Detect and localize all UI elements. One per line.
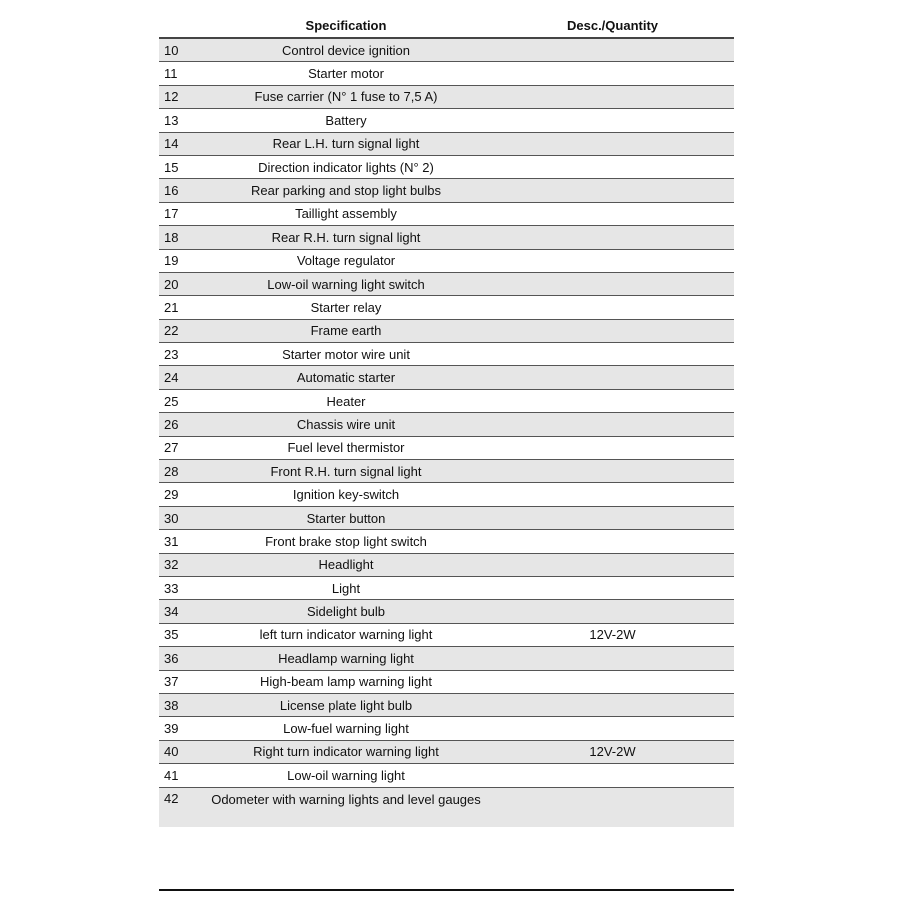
row-number: 36 — [164, 650, 179, 666]
row-number: 26 — [164, 416, 179, 432]
table-row — [159, 507, 734, 530]
row-number: 38 — [164, 697, 179, 713]
row-specification: Ignition key-switch — [292, 487, 400, 503]
table-row — [159, 273, 734, 296]
table-row — [159, 62, 734, 85]
row-number: 32 — [164, 557, 179, 573]
row-number: 11 — [164, 66, 178, 82]
row-specification: left turn indicator warning light — [259, 627, 433, 643]
table-header — [159, 14, 734, 37]
row-number: 31 — [164, 533, 179, 549]
row-number: 21 — [164, 299, 179, 315]
table-row — [159, 437, 734, 460]
row-specification: High-beam lamp warning light — [260, 674, 432, 690]
row-number: 39 — [164, 721, 179, 737]
row-specification: Rear L.H. turn signal light — [272, 136, 420, 152]
table-row — [159, 600, 734, 623]
row-number: 42 — [164, 790, 179, 806]
table-row — [159, 577, 734, 600]
table-row — [159, 764, 734, 787]
row-number: 37 — [164, 674, 179, 690]
table-row — [159, 390, 734, 413]
row-specification: Light — [331, 580, 361, 596]
row-specification: Starter button — [306, 510, 386, 526]
row-specification: Starter relay — [310, 299, 382, 315]
header-specification: Specification — [305, 18, 387, 33]
row-specification: Sidelight bulb — [306, 604, 386, 620]
row-number: 33 — [164, 580, 179, 596]
table-body — [159, 37, 734, 827]
table-row — [159, 530, 734, 553]
row-specification: Heater — [326, 393, 366, 409]
table-row — [159, 694, 734, 717]
row-specification: Headlamp warning light — [278, 650, 414, 666]
row-number: 20 — [164, 276, 179, 292]
row-number: 25 — [164, 393, 179, 409]
row-specification: Rear R.H. turn signal light — [271, 229, 421, 245]
row-number: 41 — [164, 767, 179, 783]
row-specification: Fuel level thermistor — [287, 440, 405, 456]
row-specification: Automatic starter — [296, 370, 396, 386]
row-desc-quantity: 12V-2W — [589, 744, 636, 760]
table-row — [159, 624, 734, 647]
row-specification: Battery — [325, 112, 367, 128]
row-specification: Fuse carrier (N° 1 fuse to 7,5 A) — [254, 89, 438, 105]
spec-table — [159, 14, 734, 827]
table-row — [159, 39, 734, 62]
footer-rule — [159, 889, 734, 891]
table-row — [159, 788, 734, 827]
row-number: 13 — [164, 112, 179, 128]
row-number: 19 — [164, 253, 179, 269]
row-number: 40 — [164, 744, 179, 760]
row-specification: Frame earth — [310, 323, 382, 339]
row-number: 22 — [164, 323, 179, 339]
row-number: 30 — [164, 510, 179, 526]
table-row — [159, 86, 734, 109]
table-row — [159, 554, 734, 577]
row-specification: License plate light bulb — [279, 697, 413, 713]
row-specification: Front brake stop light switch — [265, 533, 427, 549]
table-row — [159, 320, 734, 343]
row-number: 10 — [164, 42, 179, 58]
row-specification: Right turn indicator warning light — [253, 744, 439, 760]
row-number: 17 — [164, 206, 179, 222]
row-number: 15 — [164, 159, 179, 175]
table-row — [159, 156, 734, 179]
table-row — [159, 203, 734, 226]
row-number: 23 — [164, 346, 179, 362]
row-specification: Low-fuel warning light — [283, 721, 409, 737]
row-specification: Voltage regulator — [296, 253, 396, 269]
row-specification: Starter motor wire unit — [282, 346, 410, 362]
row-number: 29 — [164, 487, 179, 503]
row-number: 14 — [164, 136, 179, 152]
table-row — [159, 296, 734, 319]
row-specification: Direction indicator lights (N° 2) — [258, 159, 434, 175]
table-row — [159, 460, 734, 483]
table-row — [159, 717, 734, 740]
row-number: 16 — [164, 183, 179, 199]
header-desc-quantity: Desc./Quantity — [566, 18, 659, 33]
row-number: 35 — [164, 627, 179, 643]
row-specification: Headlight — [318, 557, 374, 573]
table-row — [159, 179, 734, 202]
row-number: 18 — [164, 229, 179, 245]
row-number: 28 — [164, 463, 179, 479]
row-number: 24 — [164, 370, 179, 386]
row-specification: Taillight assembly — [295, 206, 397, 222]
row-specification: Low-oil warning light switch — [267, 276, 425, 292]
row-number: 34 — [164, 604, 179, 620]
table-row — [159, 366, 734, 389]
table-row — [159, 133, 734, 156]
row-specification: Control device ignition — [282, 42, 410, 58]
table-row — [159, 647, 734, 670]
row-specification: Odometer with warning lights and level gauges — [211, 791, 481, 807]
table-row — [159, 109, 734, 132]
table-row — [159, 226, 734, 249]
row-desc-quantity: 12V-2W — [589, 627, 636, 643]
table-row — [159, 741, 734, 764]
row-specification: Rear parking and stop light bulbs — [250, 183, 442, 199]
table-row — [159, 483, 734, 506]
row-specification: Front R.H. turn signal light — [270, 463, 422, 479]
row-number: 12 — [164, 89, 179, 105]
table-row — [159, 343, 734, 366]
row-specification: Starter motor — [308, 66, 384, 82]
table-row — [159, 250, 734, 273]
row-specification: Low-oil warning light — [287, 767, 405, 783]
table-row — [159, 413, 734, 436]
row-number: 27 — [164, 440, 179, 456]
row-specification: Chassis wire unit — [296, 416, 396, 432]
table-row — [159, 671, 734, 694]
